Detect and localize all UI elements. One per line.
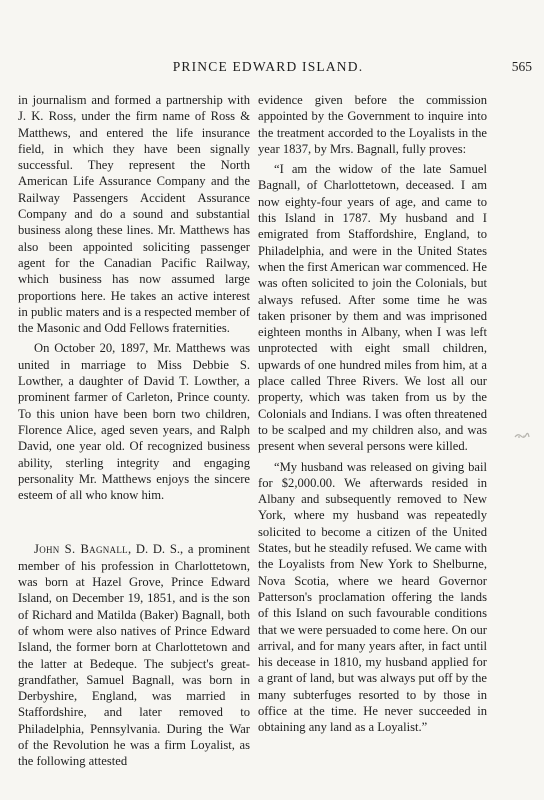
page-header — [18, 59, 532, 79]
running-title: PRINCE EDWARD ISLAND. — [172, 59, 364, 74]
paragraph-bagnall-biography — [18, 541, 250, 769]
subject-name: John S. Bagnall — [34, 542, 128, 557]
section-break — [18, 503, 250, 541]
paragraph-journalism-partnership: in journalism and formed a partnership with J. K. Ross, under the firm name of Ross & Matthews, and entered the life insurance field, in which they have been signally successful. They represent the North American Life Assurance Company and the Railway Passengers Accident Assurance Company and do a sound and substantial business along these lines. Mr. Matthews has also been appointed soliciting passenger agent for the Canadian Pacific Railway, which business has now assumed large proportions here. He takes an active interest in public maters and is a respected member of the Masonic and Odd Fellows fraternities. — [18, 93, 250, 336]
page-number: 565 — [511, 59, 532, 74]
paragraph-release-testimony: “My husband was released on giving bail for $2,000.00. We afterwards resided in Albany and subsequently removed to New York, where my husband was repeatedly solicited to become a citizen of the United States, but he steadily refused. We came with the Loyalists from New York to Shelburne, Nova Scotia, where we heard Governor Patterson's proclamation offering the lands of this Island on such favourable conditions that we were persuaded to come here. On our arrival, and for many years after, in fact until his decease in 1810, my husband applied for a grant of land, but was always put off by the many subterfuges resorted to by those in office at the time. He never succeeded in obtaining any land as a Loyalist.” — [258, 459, 487, 735]
paragraph-widow-testimony: “I am the widow of the late Samuel Bagnall, of Charlottetown, deceased. I am now eighty-four years of age, and came to this Island in 1787. My husband and I emigrated from Staffordshire, England, to Philadelphia, and were in the United States when the first American war commenced. He was often solicited to join the Colonials, but always refused. After some time he was taken prisoner by them and was imprisoned eighteen months in Albany, when I was left unprotected with eight small children, upwards of one hundred miles from him, at a place called Three Rivers. We lost all our property, which was taken from us by the Colonials and Indians. I was often threatened to be scalped and my children also, and was present when several persons were killed. — [258, 162, 487, 454]
left-column — [18, 92, 250, 770]
biography-text: , D. D. S., a prominent member of his profession in Charlottetown, was born at Hazel Grove, Prince Edward Island, on December 19, 1851, and is the son of Richard and Matilda (Baker) Bagnall, both of whom were also natives of Prince Edward Island, the former born at Charlottetown and the latter at Bedeque. The subject's great-grandfather, Samuel Bagnall, was born in Derbyshire, England, was married in Staffordshire, and later removed to Philadelphia, Pennsylvania. During the War of the Revolution he was a firm Loyalist, as the following attested — [18, 542, 250, 769]
paper-blemish — [514, 432, 530, 440]
paragraph-commission-evidence: evidence given before the commission appointed by the Government to inquire into the treatment accorded to the Loyalists in the year 1837, by Mrs. Bagnall, fully proves: — [258, 93, 487, 156]
right-column — [258, 92, 487, 736]
paragraph-marriage: On October 20, 1897, Mr. Matthews was united in marriage to Miss Debbie S. Lowther, a daughter of David T. Lowther, a prominent farmer of Carleton, Prince county. To this union have been born two children, Florence Alice, aged seven years, and Ralph David, one year old. Of recognized business ability, sterling integrity and engaging personality Mr. Matthews enjoys the sincere esteem of all who know him. — [18, 341, 250, 503]
